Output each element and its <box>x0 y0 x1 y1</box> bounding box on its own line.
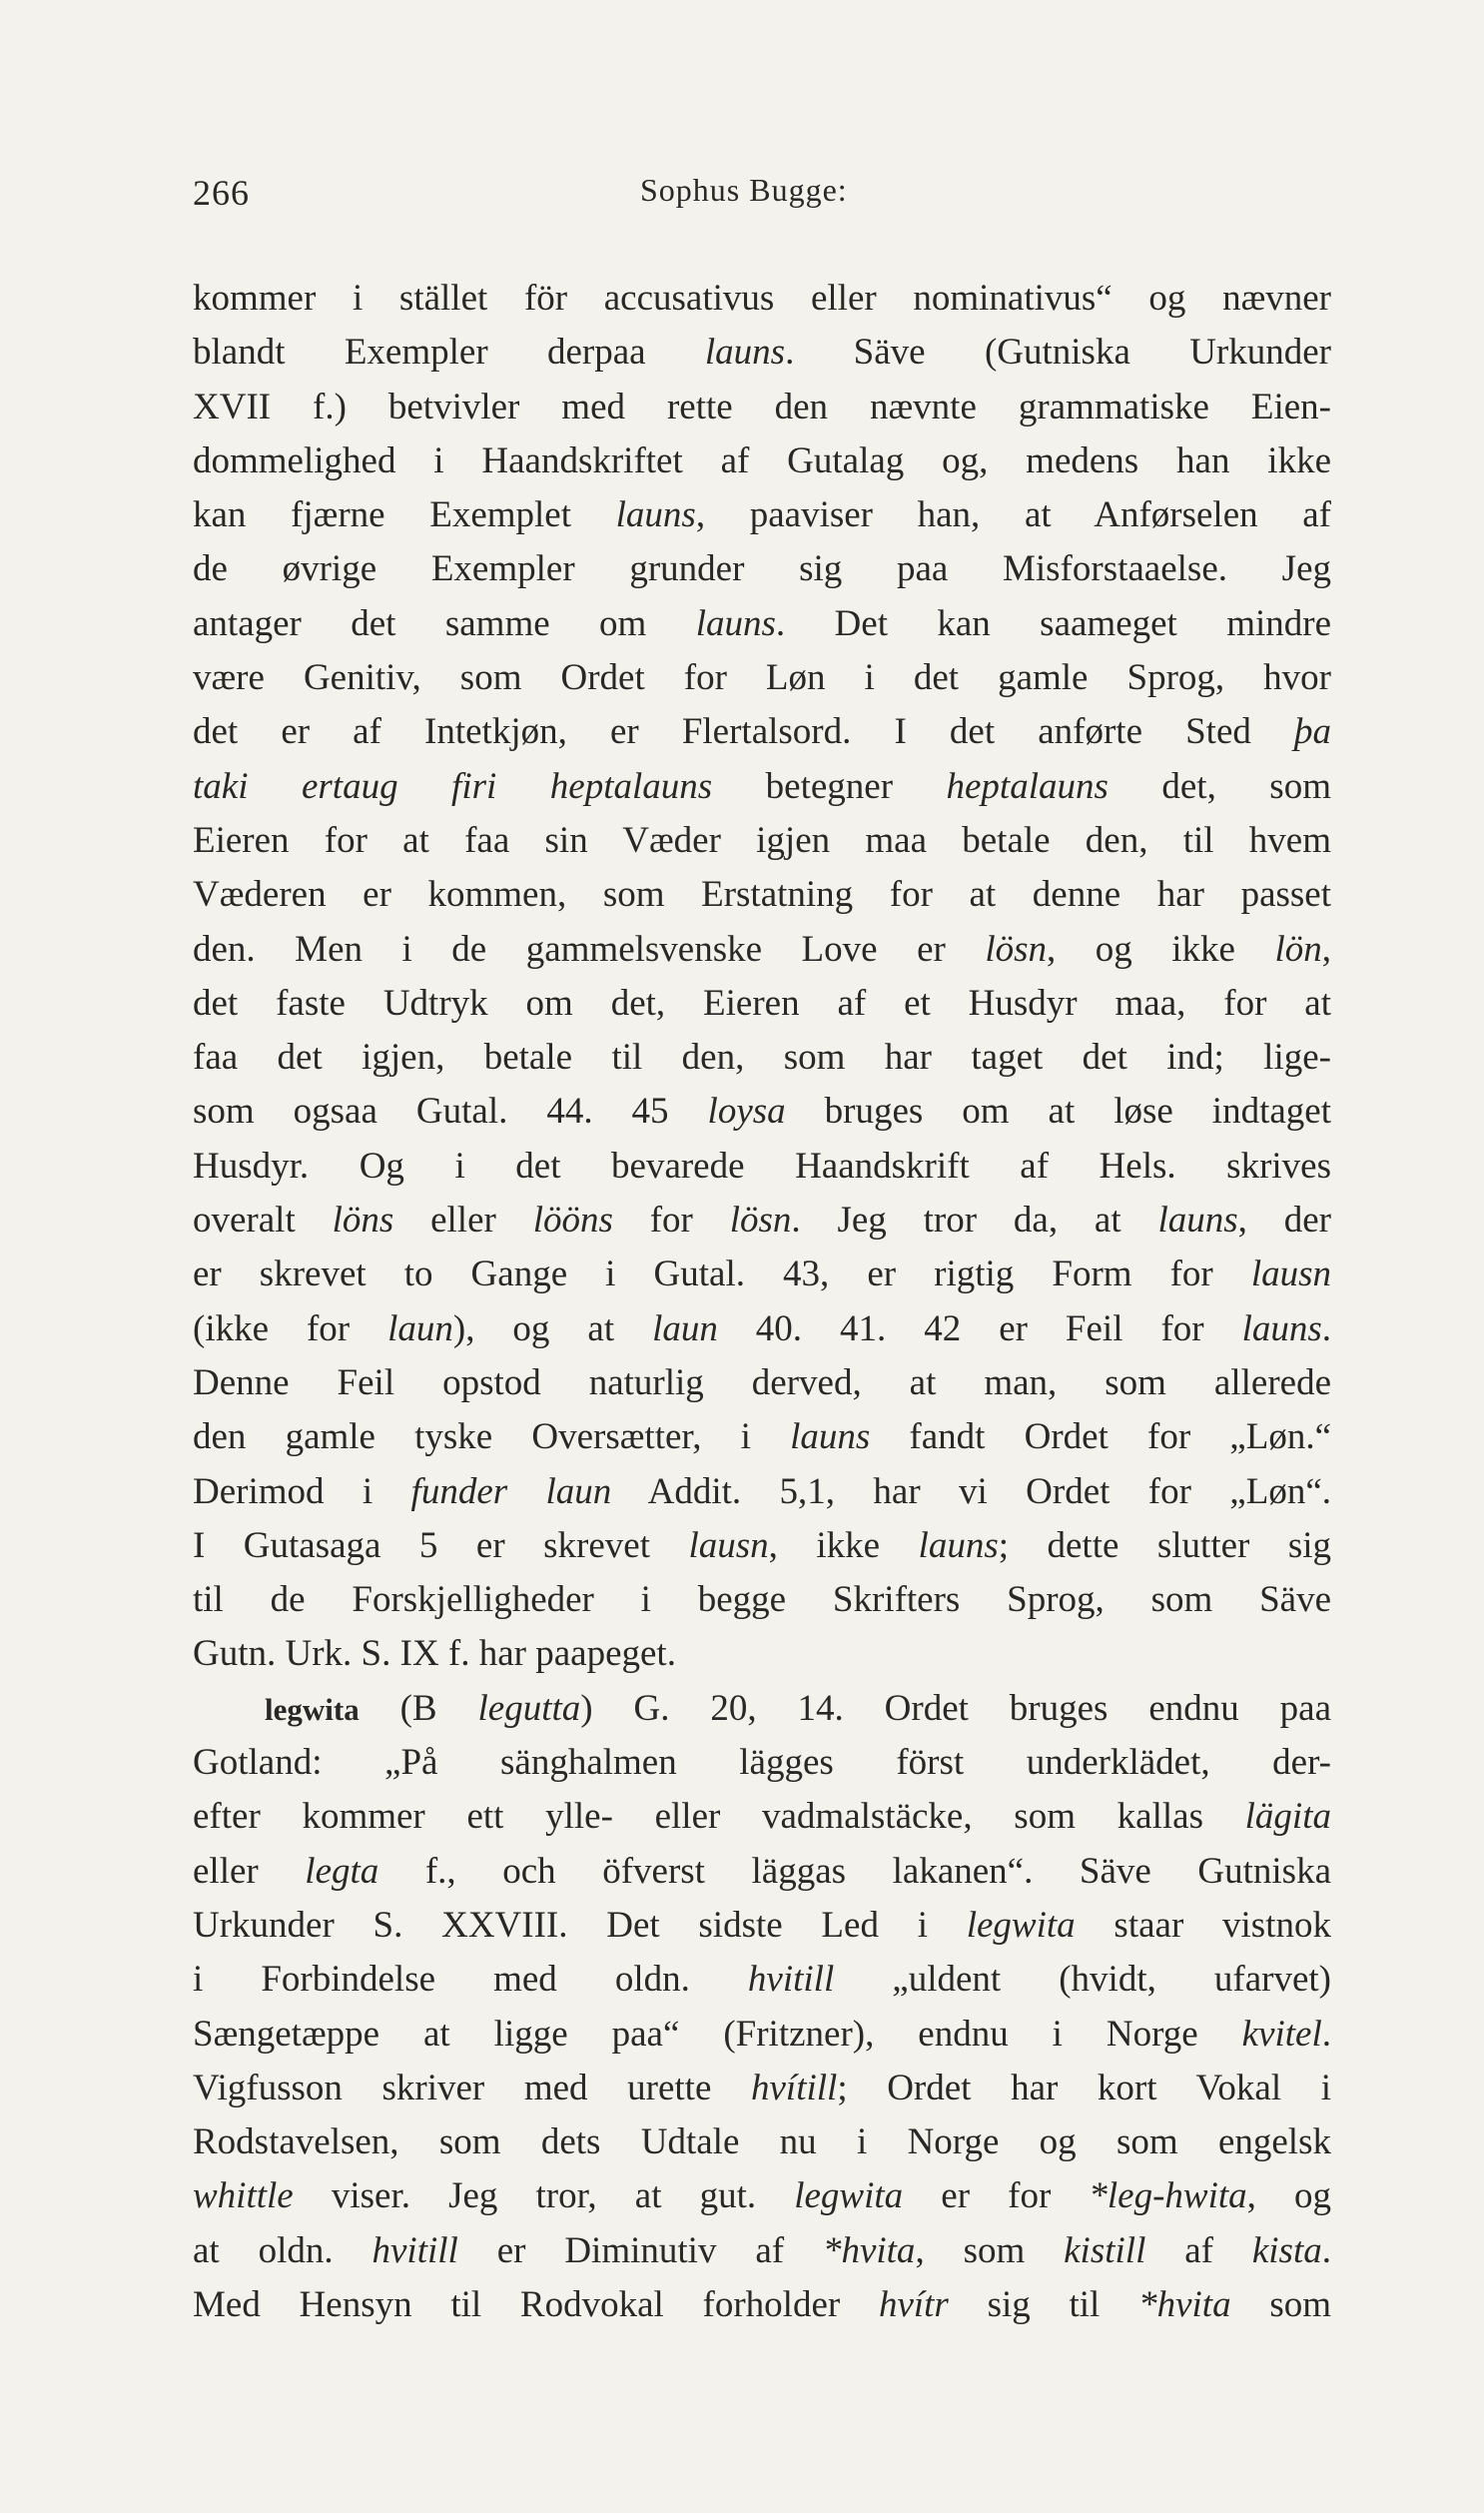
text-run: Urkunder S. XXVIII. Det sidste Led i <box>193 1904 967 1946</box>
text-run: det er af Intetkjøn, er Flertalsord. I det anførte Sted <box>193 711 1294 753</box>
italic-term: launs <box>695 602 776 644</box>
text-line <box>193 1194 1331 1248</box>
text-line <box>193 2224 1331 2278</box>
running-head: Sophus Bugge: <box>640 172 848 208</box>
text-line <box>193 434 1331 488</box>
text-run: den gamle tyske Oversætter, i <box>193 1416 791 1458</box>
text-line <box>193 272 1331 326</box>
text-run: Denne Feil opstod naturlig derved, at man, som allerede <box>193 1361 1331 1403</box>
text-line <box>193 1573 1331 1627</box>
italic-term: hvítill <box>751 2067 838 2108</box>
text-line <box>193 1736 1331 1790</box>
text-run: efter kommer ett ylle- eller vadmalstäcke, som kallas <box>193 1796 1245 1838</box>
italic-term: whittle <box>193 2175 294 2217</box>
body-text <box>193 272 1331 2332</box>
italic-term: laun <box>652 1307 718 1349</box>
text-run: . Det kan saameget mindre <box>775 602 1331 644</box>
text-run: . <box>1321 1307 1331 1349</box>
text-run: det, som <box>1108 765 1331 807</box>
page-header <box>193 172 1331 232</box>
text-line <box>193 1031 1331 1085</box>
italic-term: *hvita <box>822 2229 916 2271</box>
italic-term: *leg-hwita <box>1089 2175 1247 2217</box>
text-run: Derimod i <box>193 1470 411 1512</box>
italic-term: launs <box>704 332 786 374</box>
italic-term: lön <box>1274 928 1322 970</box>
text-line <box>193 760 1331 814</box>
text-run: blandt Exempler derpaa <box>193 332 705 374</box>
text-run: Eieren for at faa sin Væder igjen maa betale den, til hvem <box>193 819 1331 861</box>
text-run: er for <box>903 2175 1090 2217</box>
text-line <box>193 1140 1331 1194</box>
text-line <box>193 923 1331 977</box>
text-line <box>193 705 1331 759</box>
text-line <box>193 542 1331 596</box>
text-line <box>193 2169 1331 2223</box>
italic-term: lösn <box>985 928 1047 970</box>
text-run: faa det igjen, betale til den, som har taget det ind; lige- <box>193 1037 1331 1079</box>
text-run: det faste Udtryk om det, Eieren af et Husdyr maa, for at <box>193 982 1331 1024</box>
text-line <box>193 1790 1331 1844</box>
text-run: for <box>612 1200 730 1242</box>
text-line <box>193 1085 1331 1139</box>
text-run: kommer i stället för accusativus eller nominativus“ og nævner <box>193 278 1331 319</box>
italic-term: heptalauns <box>946 765 1109 807</box>
italic-term: kista <box>1251 2229 1322 2271</box>
text-run: dommelighed i Haandskriftet af Gutalag og, medens han ikke <box>193 439 1331 481</box>
text-run: , der <box>1237 1200 1331 1242</box>
italic-term: lausn <box>1250 1254 1331 1295</box>
text-run: overalt <box>193 1200 333 1242</box>
text-run: den. Men i de gammelsvenske Love er <box>193 928 986 970</box>
text-run: 40. 41. 42 er Feil for <box>717 1307 1242 1349</box>
italic-term: launs <box>918 1524 999 1566</box>
text-run: eller <box>193 1850 306 1892</box>
italic-term: laun <box>387 1307 453 1349</box>
text-run: Gutn. Urk. S. IX f. har paapeget. <box>193 1633 676 1675</box>
italic-term: hvitill <box>747 1959 835 2001</box>
text-run: ) G. 20, 14. Ordet bruges endnu paa <box>580 1687 1331 1729</box>
text-run: , paaviser han, at Anførselen af <box>695 494 1331 536</box>
text-run: I Gutasaga 5 er skrevet <box>193 1524 689 1566</box>
text-run: ; dette slutter sig <box>998 1524 1331 1566</box>
text-run: ), og at <box>452 1307 653 1349</box>
text-line <box>193 1356 1331 1410</box>
text-line <box>193 1302 1331 1356</box>
italic-term: lausn <box>688 1524 769 1566</box>
text-line <box>193 381 1331 434</box>
italic-term: kvitel <box>1241 2013 1322 2055</box>
text-run: som ogsaa Gutal. 44. 45 <box>193 1091 708 1133</box>
text-run: , ikke <box>768 1524 919 1566</box>
text-run: (B <box>359 1687 478 1729</box>
entry-headword: legwita <box>265 1691 360 1727</box>
italic-term: þa <box>1294 711 1331 753</box>
italic-term: hvítr <box>878 2283 949 2325</box>
text-line <box>193 326 1331 380</box>
text-run: Husdyr. Og i det bevarede Haandskrift af Hels. skrives <box>193 1145 1331 1187</box>
text-line <box>193 814 1331 868</box>
text-run: Vigfusson skriver med urette <box>193 2067 751 2108</box>
text-run: er skrevet to Gange i Gutal. 43, er rigtig Form for <box>193 1254 1251 1295</box>
text-run: som <box>1230 2283 1331 2325</box>
text-line <box>193 977 1331 1031</box>
text-run: . <box>1321 2013 1331 2055</box>
text-run: at oldn. <box>193 2229 372 2271</box>
italic-term: lägita <box>1244 1796 1331 1838</box>
text-line <box>193 1519 1331 1573</box>
text-line <box>193 1627 1331 1681</box>
text-run: . Säve (Gutniska Urkunder <box>785 332 1331 374</box>
text-run: til de Forskjelligheder i begge Skrifters Sprog, som Säve <box>193 1579 1331 1621</box>
text-run: bruges om at løse indtaget <box>785 1091 1331 1133</box>
italic-term: löns <box>332 1200 394 1242</box>
text-run: , <box>1321 928 1331 970</box>
text-line <box>193 651 1331 705</box>
text-line <box>193 2008 1331 2062</box>
text-run: antager det samme om <box>193 602 696 644</box>
italic-term: taki ertaug firi heptalauns <box>193 765 713 807</box>
italic-term: launs <box>1157 1200 1238 1242</box>
text-run: af <box>1145 2229 1252 2271</box>
text-run: i Forbindelse med oldn. <box>193 1959 748 2001</box>
italic-term: launs <box>1241 1307 1322 1349</box>
text-run: er Diminutiv af <box>457 2229 823 2271</box>
italic-term: legta <box>305 1850 379 1892</box>
text-run: betegner <box>712 765 947 807</box>
text-run: XVII f.) betvivler med rette den nævnte grammatiske Eien- <box>193 386 1331 427</box>
text-line <box>193 1682 1331 1736</box>
italic-term: lööns <box>532 1200 613 1242</box>
italic-term: legwita <box>794 2175 904 2217</box>
italic-term: *hvita <box>1138 2283 1231 2325</box>
text-run: Rodstavelsen, som dets Udtale nu i Norge og som engelsk <box>193 2121 1331 2163</box>
text-run: Med Hensyn til Rodvokal forholder <box>193 2283 879 2325</box>
text-run: Sængetæppe at ligge paa“ (Fritzner), endnu i Norge <box>193 2013 1242 2055</box>
text-run: f., och öfverst läggas lakanen“. Säve Gutniska <box>378 1850 1331 1892</box>
text-line <box>193 2278 1331 2332</box>
text-run: Gotland: „På sänghalmen lägges först underklädet, der- <box>193 1742 1331 1784</box>
text-line <box>193 2062 1331 2115</box>
page-number: 266 <box>193 173 250 213</box>
text-run: viser. Jeg tror, at gut. <box>293 2175 795 2217</box>
text-line <box>193 1845 1331 1899</box>
italic-term: hvitill <box>371 2229 458 2271</box>
text-line <box>193 868 1331 922</box>
text-run: være Genitiv, som Ordet for Løn i det gamle Sprog, hvor <box>193 657 1331 699</box>
text-line <box>193 1465 1331 1519</box>
text-line <box>193 488 1331 542</box>
text-line <box>193 2115 1331 2169</box>
text-run: kan fjærne Exemplet <box>193 494 616 536</box>
italic-term: funder laun <box>410 1470 612 1512</box>
text-run: . <box>1321 2229 1331 2271</box>
italic-term: launs <box>790 1416 871 1458</box>
italic-term: legutta <box>477 1687 581 1729</box>
text-run: , og <box>1246 2175 1331 2217</box>
italic-term: loysa <box>707 1091 786 1133</box>
text-run: (ikke for <box>193 1307 388 1349</box>
text-line <box>193 1248 1331 1301</box>
italic-term: kistill <box>1064 2229 1146 2271</box>
text-run: ; Ordet har kort Vokal i <box>837 2067 1331 2108</box>
text-run: fandt Ordet for „Løn.“ <box>870 1416 1331 1458</box>
text-run: , som <box>915 2229 1065 2271</box>
text-line <box>193 1410 1331 1464</box>
text-run: Væderen er kommen, som Erstatning for at denne har passet <box>193 874 1331 916</box>
text-run: eller <box>393 1200 533 1242</box>
text-line <box>193 1899 1331 1953</box>
text-run: . Jeg tror da, at <box>791 1200 1158 1242</box>
text-line <box>193 597 1331 651</box>
text-run: sig til <box>948 2283 1139 2325</box>
text-run: de øvrige Exempler grunder sig paa Misforstaaelse. Jeg <box>193 548 1331 590</box>
text-line <box>193 1953 1331 2007</box>
text-run: , og ikke <box>1047 928 1275 970</box>
italic-term: legwita <box>966 1904 1076 1946</box>
italic-term: launs <box>615 494 696 536</box>
text-run: Addit. 5,1, har vi Ordet for „Løn“. <box>611 1470 1331 1512</box>
text-run: staar vistnok <box>1075 1904 1331 1946</box>
text-run: „uldent (hvidt, ufarvet) <box>834 1959 1331 2001</box>
italic-term: lösn <box>729 1200 792 1242</box>
